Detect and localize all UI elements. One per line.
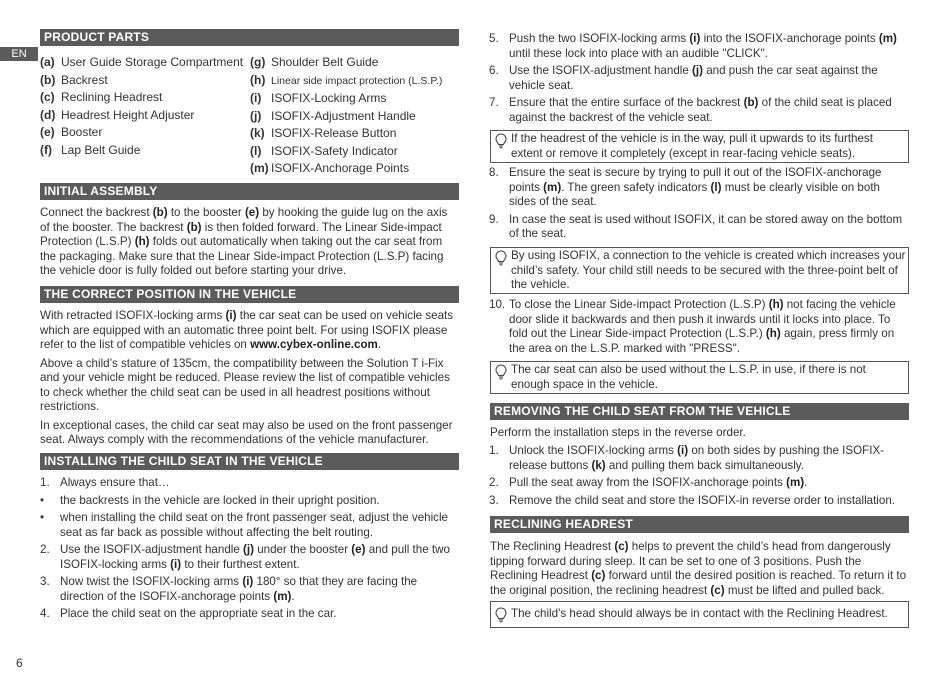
part-label: Shoulder Belt Guide — [271, 55, 379, 69]
part-label: Lap Belt Guide — [61, 142, 141, 157]
part-item — [40, 124, 250, 142]
list-item — [489, 476, 909, 491]
list-item — [489, 213, 909, 242]
product-parts-heading: PRODUCT PARTS — [40, 29, 459, 46]
part-item — [250, 143, 460, 161]
list-item-text: Unlock the ISOFIX-locking arms (i) on both sides by pushing the ISOFIX-release buttons (k) and pulling them back simultaneously. — [509, 444, 885, 472]
part-item — [40, 89, 250, 107]
part-item — [40, 54, 250, 72]
list-item — [489, 166, 909, 210]
part-key: (d) — [40, 107, 56, 122]
list-item — [40, 494, 459, 509]
list-item — [40, 543, 459, 572]
part-key: (l) — [250, 143, 262, 158]
part-label: ISOFIX-Anchorage Points — [271, 161, 410, 175]
part-item — [250, 108, 460, 126]
list-item — [489, 444, 909, 473]
part-key: (h) — [250, 72, 266, 87]
list-item-text: Ensure the seat is secure by trying to pull it out of the ISOFIX-anchorage points (m). The green safety indicators (l) must be clearly visible on both sides of the seat. — [509, 166, 882, 208]
list-item-text: Remove the child seat and store the ISOFIX-in reverse order to installation. — [509, 493, 896, 507]
part-key: (e) — [40, 125, 55, 139]
part-item — [250, 54, 460, 72]
removing-heading: REMOVING THE CHILD SEAT FROM THE VEHICLE — [490, 403, 909, 420]
list-item-number: 6. — [489, 64, 499, 77]
list-item-number: 3. — [489, 493, 499, 507]
list-item-number: 5. — [489, 32, 499, 45]
list-item-number: 2. — [489, 476, 499, 489]
part-item — [250, 72, 460, 91]
list-item-number: 1. — [489, 444, 499, 457]
note-isofix — [490, 247, 909, 294]
part-label: ISOFIX-Safety Indicator — [271, 143, 398, 158]
list-item-text: Always ensure that… — [60, 476, 170, 489]
list-item — [40, 575, 459, 604]
part-item — [40, 142, 250, 160]
list-item — [489, 32, 909, 61]
note-reclining — [490, 601, 909, 628]
note-lsp — [490, 361, 909, 394]
part-label: Linear side impact protection (L.S.P.) — [271, 74, 443, 87]
initial-assembly-body: Connect the backrest (b) to the booster (e) by hooking the guide lug on the axis of the booster. The backrest (b) is then folded forward. The Linear Side-impact Protection (L.S.P) (h) folds out automatically when taking out the car seat from the packaging. Make sure that the Linear Side-impact Protection (L.S.P) facing the vehicle door is fully folded out before starting your drive. — [40, 206, 448, 277]
list-item-number: 10. — [489, 298, 506, 311]
lightbulb-icon — [495, 364, 507, 380]
correct-position-heading: THE CORRECT POSITION IN THE VEHICLE — [40, 286, 459, 303]
list-item-text: Place the child seat on the appropriate seat in the car. — [60, 607, 337, 620]
parts-list-left — [40, 54, 250, 159]
paragraph: In exceptional cases, the child car seat may also be used on the front passenger seat. Always comply with the recommendations of the vehicle manufacturer. — [40, 418, 453, 446]
removing-intro: Perform the installation steps in the reverse order. — [490, 426, 746, 439]
part-key: (k) — [250, 126, 265, 140]
list-item-text: Push the two ISOFIX-locking arms (i) into the ISOFIX-anchorage points (m) until these lock into place with an audible "CLICK". — [509, 32, 897, 60]
removing-steps — [489, 444, 909, 511]
part-item — [250, 125, 460, 143]
reclining-body: The Reclining Headrest (c) helps to prevent the child’s head from dangerously tipping forward during sleep. It can be set to one of 3 positions. Push the Reclining Headrest (c) forward until the desired position is reached. To return it to the original position, the reclining headrest (c) must be lifted and pulled back. — [490, 540, 907, 597]
part-key: (b) — [40, 72, 56, 87]
part-key: (i) — [250, 91, 262, 105]
list-item-number: 1. — [40, 476, 50, 489]
list-item-text: Now twist the ISOFIX-locking arms (i) 180° so that they are facing the direction of the ISOFIX-anchorage points (m). — [60, 575, 418, 603]
list-item-text: when installing the child seat on the front passenger seat, adjust the vehicle seat as far back as possible without affecting the belt routing. — [60, 511, 448, 539]
paragraph: With retracted ISOFIX-locking arms (i) the car seat can be used on vehicle seats which are equipped with an automatic three point belt. For using ISOFIX please refer to the list of compatible vehicles on www.cybex-online.com. — [40, 309, 454, 351]
part-key: (g) — [250, 55, 266, 69]
list-item — [489, 64, 909, 93]
list-item-text: Pull the seat away from the ISOFIX-anchorage points (m). — [509, 476, 808, 489]
list-item-text: Ensure that the entire surface of the backrest (b) of the child seat is placed against the backrest of the vehicle seat. — [509, 96, 892, 124]
lightbulb-icon — [495, 133, 507, 149]
list-item — [489, 298, 909, 356]
part-label: Headrest Height Adjuster — [61, 107, 195, 122]
part-label: Booster — [61, 125, 103, 139]
part-label: ISOFIX-Adjustment Handle — [271, 108, 416, 123]
lightbulb-icon — [495, 607, 507, 623]
part-label: Reclining Headrest — [61, 90, 163, 104]
installing-step-10 — [489, 298, 909, 359]
part-item — [250, 90, 460, 108]
list-item — [489, 96, 909, 125]
part-key: (a) — [40, 55, 55, 69]
note-headrest-text: If the headrest of the vehicle is in the way, pull it upwards to its furthest extent or remove it completely (except in rear-facing vehicle seats). — [511, 132, 873, 160]
list-item — [40, 607, 459, 622]
list-item-number: 8. — [489, 166, 499, 179]
note-headrest — [490, 130, 909, 163]
list-item-text: Use the ISOFIX-adjustment handle (j) under the booster (e) and pull the two ISOFIX-locking arms (i) to their furthest extent. — [60, 543, 450, 571]
note-lsp-text: The car seat can also be used without the L.S.P. in use, if there is not enough space in the vehicle. — [511, 363, 866, 391]
list-item-number: 7. — [489, 96, 499, 109]
list-item-text: Use the ISOFIX-adjustment handle (j) and push the car seat against the vehicle seat. — [509, 64, 878, 92]
installing-steps — [40, 476, 459, 625]
list-item-number: 9. — [489, 212, 499, 226]
list-item — [40, 476, 459, 491]
part-item — [40, 107, 250, 125]
parts-list-right — [250, 54, 460, 178]
language-tab: EN — [0, 47, 38, 61]
list-item-text: In case the seat is used without ISOFIX, it can be stored away on the bottom of the seat. — [509, 212, 903, 240]
note-isofix-text: By using ISOFIX, a connection to the vehicle is created which increases your child’s safety. Your child still needs to be secured with the three-point belt of the vehicle. — [511, 249, 906, 291]
part-item — [40, 72, 250, 90]
lightbulb-icon — [495, 250, 507, 266]
list-item-number: • — [40, 493, 45, 507]
page-number: 6 — [16, 656, 23, 670]
list-item-number: 2. — [40, 543, 50, 556]
list-item — [40, 511, 459, 540]
part-label: User Guide Storage Compartment — [61, 55, 244, 69]
paragraph: Above a child’s stature of 135cm, the compatibility between the Solution T i-Fix and your vehicle might be reduced. Please review the list of compatible vehicles to check whether the child seat can be used in all headrest positions without restrictions. — [40, 356, 450, 413]
part-key: (f) — [40, 142, 52, 157]
note-reclining-text: The child’s head should always be in contact with the Reclining Headrest. — [511, 607, 888, 620]
list-item-number: 3. — [40, 575, 50, 588]
list-item-number: 4. — [40, 607, 50, 620]
part-item — [250, 160, 460, 178]
part-key: (m) — [250, 161, 269, 175]
installing-steps-8-9 — [489, 166, 909, 245]
installing-steps-continued — [489, 32, 909, 128]
installing-heading: INSTALLING THE CHILD SEAT IN THE VEHICLE — [40, 453, 459, 470]
correct-position-body — [40, 309, 459, 452]
part-label: ISOFIX-Locking Arms — [271, 91, 387, 105]
part-key: (c) — [40, 90, 55, 104]
part-label: ISOFIX-Release Button — [271, 126, 397, 140]
reclining-heading: RECLINING HEADREST — [490, 516, 909, 533]
part-key: (j) — [250, 108, 262, 123]
list-item-number: • — [40, 511, 45, 524]
list-item-text: To close the Linear Side-impact Protection (L.S.P) (h) not facing the vehicle door slide it backwards and then push it inwards until it locks into place. To fold out the Linear Side-impact Protection (L.S.P.) (h) again, press firmly on the area on the L.S.P. marked with "PRESS". — [509, 298, 896, 355]
list-item-text: the backrests in the vehicle are locked in their upright position. — [60, 493, 380, 507]
part-label: Backrest — [61, 72, 108, 87]
initial-assembly-heading: INITIAL ASSEMBLY — [40, 183, 459, 200]
list-item — [489, 494, 909, 509]
